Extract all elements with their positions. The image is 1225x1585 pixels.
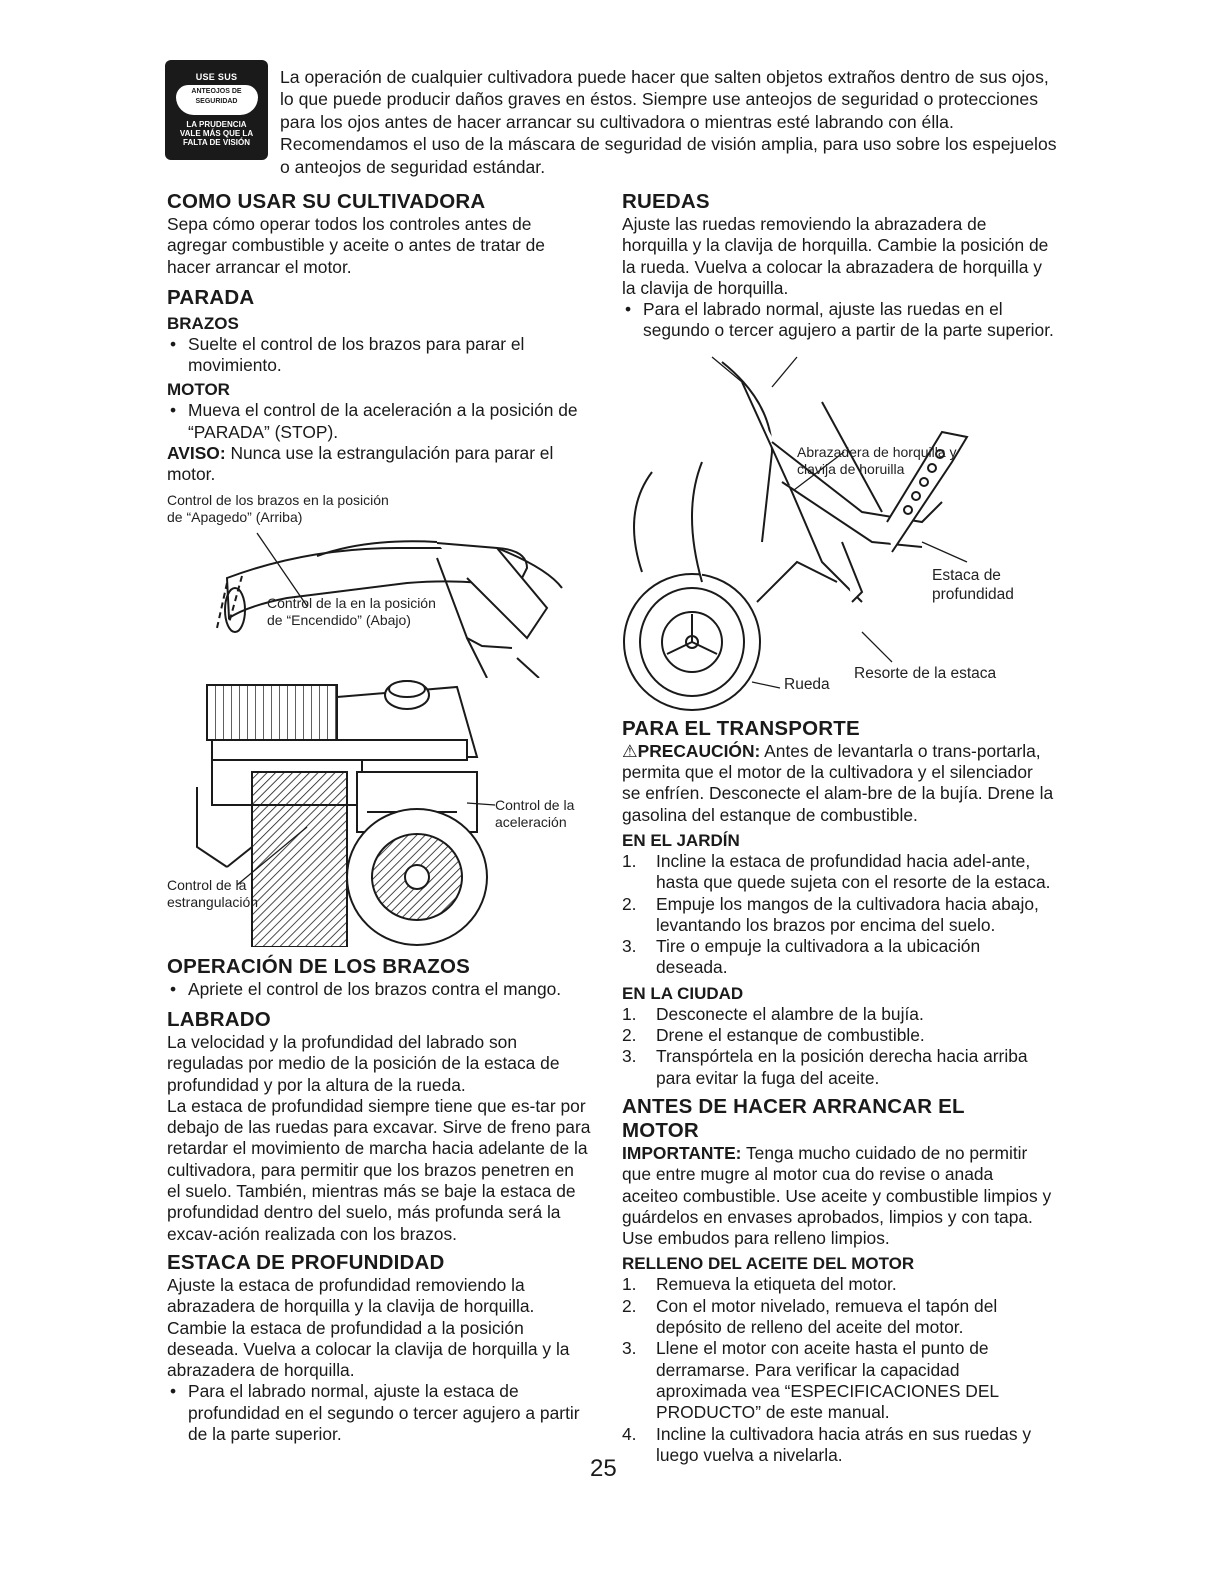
- labrado-paragraph-1: La velocidad y la profundidad del labrado son reguladas por medio de la posición de la estaca de profundidad y por la altura de la rueda.: [167, 1031, 560, 1095]
- fig1-caption-top: Control de los brazos en la posición de “Apagedo” (Arriba): [167, 491, 389, 525]
- fig3-spring-label: Resorte de la estaca: [854, 664, 997, 682]
- ruedas-bullet: • Para el labrado normal, ajuste las ruedas en el segundo o tercer agujero a partir de la parte superior.: [622, 299, 1054, 342]
- fig2-choke-b: estrangulación: [167, 893, 259, 910]
- relleno-step-3: 3. Llene el motor con aceite hasta el punto de derramarse. Para verificar la capacidad aproximada vea “ESPECIFICACIONES DEL PRODUCTO” de este manual.: [622, 1338, 999, 1423]
- badge-line1: USE SUS: [195, 72, 238, 82]
- safety-intro-text: La operación de cualquier cultivadora puede hacer que salten objetos extraños dentro de sus ojos, lo que puede producir daños graves en éstos. Siempre use anteojos de seguridad o protecciones para los ojos antes de hacer arrancar su cultivadora o mientras esté labrando con élla. Recomendamos el uso de la máscara de seguridad de visión amplia, para uso sobre los espejuelos o anteojos de seguridad estándar.: [280, 67, 1057, 177]
- ciudad-step-2: 2. Drene el estanque de combustible.: [622, 1025, 925, 1046]
- relleno-subheading: RELLENO DEL ACEITE DEL MOTOR: [622, 1254, 915, 1274]
- aviso-label: AVISO:: [167, 443, 226, 464]
- badge-line3b: VALE MÁS QUE LA: [179, 129, 254, 138]
- jardin-step-2-text: Empuje los mangos de la cultivadora hacia abajo, levantando los brazos por encima del suelo.: [656, 893, 1039, 935]
- fig2-throttle-b: aceleración: [495, 813, 567, 830]
- relleno-step-4: 4. Incline la cultivadora hacia atrás en sus ruedas y luego vuelva a nivelarla.: [622, 1423, 1032, 1465]
- operacion-heading: OPERACIÓN DE LOS BRAZOS: [167, 954, 471, 978]
- right-column: [622, 190, 1054, 1466]
- jardin-step-2: 2. Empuje los mangos de la cultivadora hacia abajo, levantando los brazos por encima del suelo.: [622, 893, 1039, 935]
- fig2-choke-a: Control de la: [167, 876, 247, 893]
- badge-line3c: FALTA DE VISIÓN: [183, 138, 250, 147]
- badge-goggles-text: ANTEOJOS DE SEGURIDAD: [191, 88, 242, 105]
- precaucion-paragraph: [622, 741, 1054, 826]
- como-usar-heading: COMO USAR SU CULTIVADORA: [167, 190, 486, 213]
- aviso-text: Nunca use la estrangulación para parar el motor.: [167, 443, 554, 485]
- precaucion-label: PRECAUCIÓN:: [637, 740, 761, 761]
- fig3-stake-a: Estaca de: [932, 566, 1001, 584]
- fig2-throttle-a: Control de la: [495, 796, 575, 813]
- fig1-caption-mid-a: Control de la en la posición: [267, 594, 436, 611]
- fig1-caption-mid: [267, 595, 436, 629]
- ciudad-step-2-text: Drene el estanque de combustible.: [656, 1025, 925, 1046]
- badge-line3a: LA PRUDENCIA: [186, 120, 247, 129]
- relleno-step-3-text: Llene el motor con aceite hasta el punto de derramarse. Para verificar la capacidad aproximada vea “ESPECIFICACIONES DEL PRODUCTO” de este manual.: [656, 1338, 999, 1423]
- ruedas-paragraph: Ajuste las ruedas removiendo la abrazadera de horquilla y la clavija de horquilla. Cambie la posición de la rueda. Vuelva a colocar la abrazadera de horquilla y la clavija de horquilla.: [622, 214, 1049, 298]
- relleno-step-1-text: Remueva la etiqueta del motor.: [656, 1274, 897, 1295]
- warning-triangle-icon: ⚠: [622, 740, 638, 761]
- fig3-stake-label: [932, 566, 1014, 604]
- goggles-icon: [176, 85, 258, 115]
- fig3-wheel-label: Rueda: [784, 675, 830, 693]
- safety-goggles-badge: [165, 60, 268, 160]
- importante-text: Tenga mucho cuidado de no permitir que entre mugre al motor cua do revise o anada aceiteo combustible. Use aceite y combustible limpios y guárdelos en envases aprobados, limpios y con tapa. Use embudos para relleno limpios.: [622, 1142, 1052, 1249]
- fig1-caption-mid-b: de “Encendido” (Abajo): [267, 611, 411, 628]
- relleno-step-1: 1. Remueva la etiqueta del motor.: [622, 1274, 897, 1295]
- relleno-step-4-text: Incline la cultivadora hacia atrás en sus ruedas y luego vuelva a nivelarla.: [656, 1423, 1032, 1465]
- page-number: 25: [590, 1455, 617, 1482]
- jardin-subheading: EN EL JARDÍN: [622, 830, 740, 850]
- labrado-heading: LABRADO: [167, 1007, 271, 1031]
- relleno-step-2: 2. Con el motor nivelado, remueva el tapón del depósito de relleno del aceite del motor.: [622, 1295, 998, 1338]
- wheel-stake-figure: [622, 342, 1054, 717]
- ciudad-step-3: 3. Transpórtela en la posición derecha hacia arriba para evitar la fuga del aceite.: [622, 1046, 1028, 1088]
- jardin-step-3-text: Tire o empuje la cultivadora a la ubicación deseada.: [656, 936, 981, 978]
- parada-heading: PARADA: [167, 285, 255, 309]
- ciudad-step-1: 1. Desconecte el alambre de la bujía.: [622, 1003, 924, 1024]
- fig2-choke-label: [167, 877, 258, 911]
- brazos-bullet: • Suelte el control de los brazos para parar el movimiento.: [167, 334, 592, 377]
- fig2-throttle-label: [495, 797, 574, 831]
- ciudad-step-1-text: Desconecte el alambre de la bujía.: [656, 1003, 924, 1024]
- labrado-paragraph-2: La estaca de profundidad siempre tiene que es-tar por debajo de las ruedas para excavar. Sirve de freno para retardar el movimiento de marcha hacia adelante de la cultivadora, para permitir que los brazos penetren en el suelo. También, mientras más se baje la estaca de profundidad dentro del suelo, más profunda será la excav-ación realizada con los brazos.: [167, 1095, 591, 1244]
- jardin-step-1-text: Incline la estaca de profundidad hacia adel-ante, hasta que quede sujeta con el resorte de la estaca.: [656, 850, 1051, 893]
- operacion-bullet: • Apriete el control de los brazos contra el mango.: [167, 979, 592, 1000]
- motor-subheading: MOTOR: [167, 380, 230, 400]
- wheel-stake-illustration: [622, 342, 1054, 717]
- fig3-clamp-a: Abrazadera de horquilla y: [797, 443, 957, 460]
- handle-control-figure: [167, 492, 592, 677]
- badge-line3: [165, 120, 268, 147]
- ciudad-subheading: EN LA CIUDAD: [622, 983, 744, 1003]
- engine-figure: [167, 677, 592, 947]
- transporte-heading: PARA EL TRANSPORTE: [622, 716, 860, 740]
- brazos-subheading: BRAZOS: [167, 313, 239, 333]
- fig3-clamp-b: clavija de horuilla: [797, 460, 905, 477]
- relleno-step-2-text: Con el motor nivelado, remueva el tapón del depósito de relleno del aceite del motor.: [656, 1295, 998, 1338]
- estaca-bullet: • Para el labrado normal, ajuste la estaca de profundidad en el segundo o tercer agujero a partir de la parte superior.: [167, 1381, 592, 1445]
- jardin-step-3: 3. Tire o empuje la cultivadora a la ubicación deseada.: [622, 936, 981, 978]
- aviso-paragraph: [167, 443, 592, 486]
- estaca-paragraph: Ajuste la estaca de profundidad removiendo la abrazadera de horquilla y la clavija de horquilla. Cambie la estaca de profundidad a la posición deseada. Vuelva a colocar la clavija de horquilla y la abrazadera de horquilla.: [167, 1274, 570, 1381]
- fig3-stake-b: profundidad: [932, 585, 1014, 603]
- estaca-heading: ESTACA DE PROFUNDIDAD: [167, 1250, 445, 1274]
- antes-heading-b: MOTOR: [622, 1118, 699, 1142]
- fig3-clamp-label: [797, 444, 957, 478]
- importante-label: IMPORTANTE:: [622, 1142, 742, 1163]
- ciudad-step-3-text: Transpórtela en la posición derecha hacia arriba para evitar la fuga del aceite.: [656, 1046, 1028, 1088]
- antes-heading: [622, 1095, 1054, 1143]
- precaucion-text: Antes de levantarla o trans-portarla, permita que el motor de la cultivadora y el silenciador se enfríen. Desconecte el alam-bre de la bujía. Drene la gasolina del estanque de combustible.: [622, 740, 1054, 825]
- ruedas-heading: RUEDAS: [622, 190, 710, 213]
- como-usar-text: Sepa cómo operar todos los controles antes de agregar combustible y aceite o antes de tratar de hacer arrancar el motor.: [167, 214, 545, 277]
- importante-paragraph: [622, 1143, 1054, 1249]
- motor-bullet: • Mueva el control de la aceleración a la posición de “PARADA” (STOP).: [167, 400, 592, 443]
- antes-heading-a: ANTES DE HACER ARRANCAR EL: [622, 1094, 965, 1118]
- left-column: [167, 190, 592, 1445]
- jardin-step-1: 1. Incline la estaca de profundidad hacia adel-ante, hasta que quede sujeta con el resorte de la estaca.: [622, 850, 1051, 893]
